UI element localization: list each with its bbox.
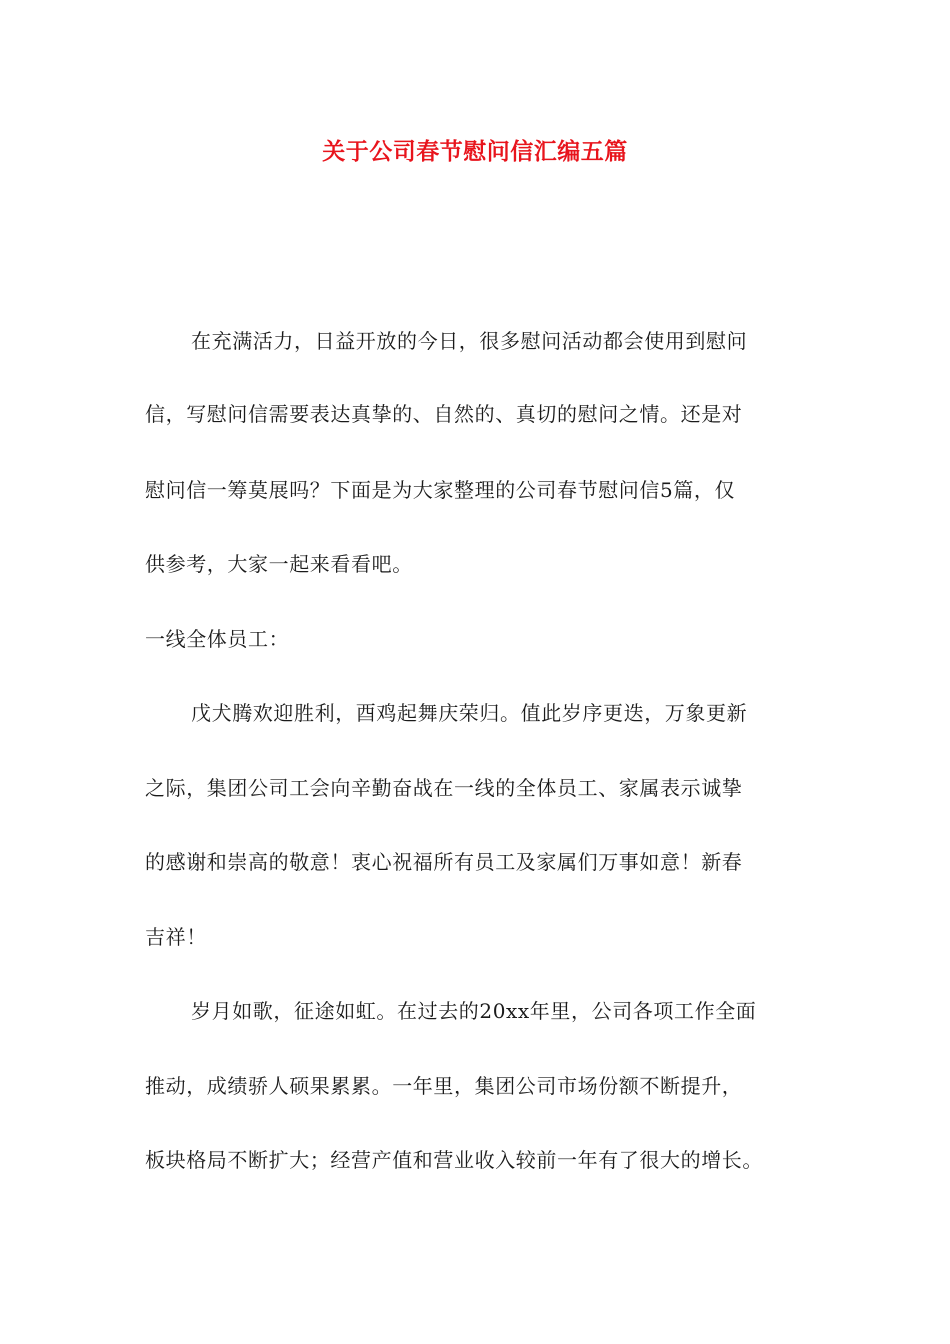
paragraph-line: 板块格局不断扩大；经营产值和营业收入较前一年有了很大的增长。 (145, 1148, 763, 1172)
paragraph-line: 信，写慰问信需要表达真挚的、自然的、真切的慰问之情。还是对 (145, 402, 743, 426)
paragraph-line: 之际，集团公司工会向辛勤奋战在一线的全体员工、家属表示诚挚 (145, 776, 743, 800)
paragraph-line: 供参考，大家一起来看看吧。 (145, 552, 413, 576)
paragraph-line: 戊犬腾欢迎胜利，酉鸡起舞庆荣归。值此岁序更迭，万象更新 (191, 701, 748, 725)
salutation-line: 一线全体员工： (145, 627, 290, 651)
document-title: 关于公司春节慰问信汇编五篇 (322, 139, 628, 165)
paragraph-line: 岁月如歌，征途如虹。在过去的20xx年里，公司各项工作全面 (191, 999, 757, 1023)
paragraph-line: 推动，成绩骄人硕果累累。一年里，集团公司市场份额不断提升， (145, 1074, 743, 1098)
paragraph-line: 的感谢和崇高的敬意！衷心祝福所有员工及家属们万事如意！新春 (145, 850, 743, 874)
paragraph-line: 吉祥！ (145, 925, 207, 949)
paragraph-line: 在充满活力，日益开放的今日，很多慰问活动都会使用到慰问 (191, 329, 748, 353)
paragraph-line: 慰问信一筹莫展吗？下面是为大家整理的公司春节慰问信5篇，仅 (145, 478, 736, 502)
